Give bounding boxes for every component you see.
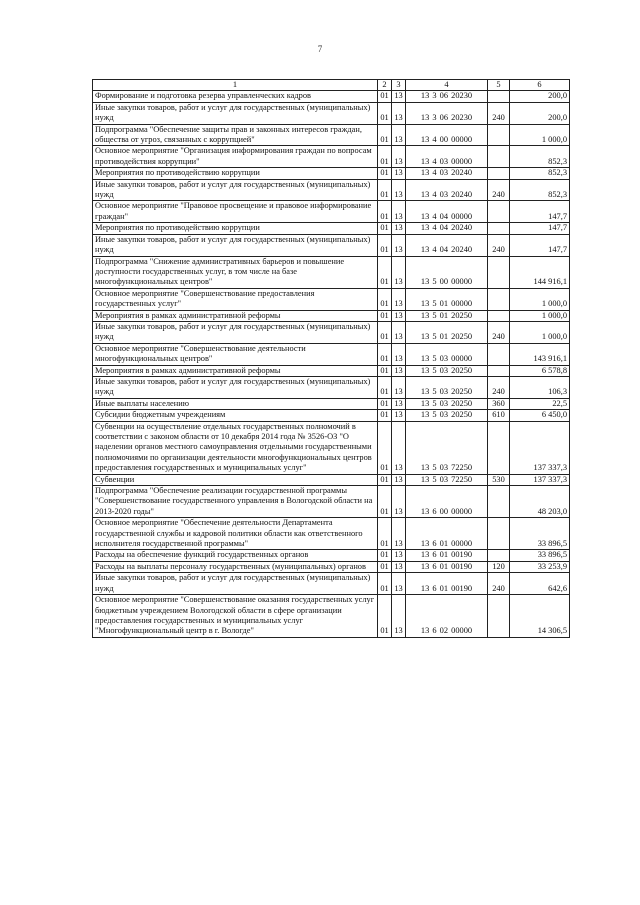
section-code: 01 xyxy=(378,421,392,474)
expense-type-code: 240 xyxy=(488,102,510,124)
table-header xyxy=(93,80,570,91)
target-article-code: 13 6 01 00190 xyxy=(406,561,488,572)
table-row xyxy=(93,201,570,223)
table-row xyxy=(93,398,570,409)
item-name: Мероприятия в рамках административной реформы xyxy=(93,310,378,321)
section-code: 01 xyxy=(378,256,392,288)
subsection-code: 13 xyxy=(392,365,406,376)
subsection-code: 13 xyxy=(392,561,406,572)
subsection-code: 13 xyxy=(392,573,406,595)
expense-type-code xyxy=(488,223,510,234)
subsection-code: 13 xyxy=(392,102,406,124)
amount: 1 000,0 xyxy=(510,321,570,343)
amount: 22,5 xyxy=(510,398,570,409)
item-name: Мероприятия по противодействию коррупции xyxy=(93,168,378,179)
amount: 33 896,5 xyxy=(510,550,570,561)
subsection-code: 13 xyxy=(392,234,406,256)
expense-type-code xyxy=(488,421,510,474)
amount: 137 337,3 xyxy=(510,474,570,485)
section-code: 01 xyxy=(378,595,392,638)
table-row xyxy=(93,421,570,474)
target-article-code: 13 6 01 00190 xyxy=(406,550,488,561)
item-name: Подпрограмма "Обеспечение защиты прав и законных интересов граждан, общества от угроз, связанных с коррупцией" xyxy=(93,124,378,146)
table-row xyxy=(93,288,570,310)
target-article-code: 13 5 03 00000 xyxy=(406,343,488,365)
target-article-code: 13 6 02 00000 xyxy=(406,595,488,638)
target-article-code: 13 5 01 20250 xyxy=(406,310,488,321)
subsection-code: 13 xyxy=(392,168,406,179)
section-code: 01 xyxy=(378,398,392,409)
item-name: Основное мероприятие "Правовое просвещение и правовое информирование граждан" xyxy=(93,201,378,223)
item-name: Расходы на обеспечение функций государственных органов xyxy=(93,550,378,561)
target-article-code: 13 6 01 00000 xyxy=(406,518,488,550)
amount: 144 916,1 xyxy=(510,256,570,288)
subsection-code: 13 xyxy=(392,321,406,343)
target-article-code: 13 4 04 20240 xyxy=(406,234,488,256)
table-body xyxy=(93,91,570,637)
subsection-code: 13 xyxy=(392,518,406,550)
amount: 200,0 xyxy=(510,102,570,124)
expense-type-code xyxy=(488,288,510,310)
section-code: 01 xyxy=(378,102,392,124)
subsection-code: 13 xyxy=(392,310,406,321)
expense-type-code xyxy=(488,550,510,561)
subsection-code: 13 xyxy=(392,146,406,168)
item-name: Подпрограмма "Обеспечение реализации государственной программы "Совершенствование государственного управления в Вологодской области на 2013-2020 годы" xyxy=(93,486,378,518)
section-code: 01 xyxy=(378,201,392,223)
item-name: Формирование и подготовка резерва управленческих кадров xyxy=(93,91,378,102)
amount: 14 306,5 xyxy=(510,595,570,638)
expense-type-code xyxy=(488,486,510,518)
target-article-code: 13 5 03 72250 xyxy=(406,474,488,485)
table-row xyxy=(93,102,570,124)
table-row xyxy=(93,410,570,421)
section-code: 01 xyxy=(378,573,392,595)
target-article-code: 13 4 04 20240 xyxy=(406,223,488,234)
item-name: Основное мероприятие "Обеспечение деятельности Департамента государственной службы и кадровой политики области как ответственного исполнителя государственной программы" xyxy=(93,518,378,550)
expense-type-code xyxy=(488,310,510,321)
subsection-code: 13 xyxy=(392,421,406,474)
amount: 33 896,5 xyxy=(510,518,570,550)
target-article-code: 13 4 03 00000 xyxy=(406,146,488,168)
subsection-code: 13 xyxy=(392,343,406,365)
section-code: 01 xyxy=(378,234,392,256)
table-row xyxy=(93,573,570,595)
section-code: 01 xyxy=(378,518,392,550)
target-article-code: 13 5 01 00000 xyxy=(406,288,488,310)
subsection-code: 13 xyxy=(392,256,406,288)
header-row xyxy=(93,80,570,91)
expense-type-code: 530 xyxy=(488,474,510,485)
item-name: Иные закупки товаров, работ и услуг для государственных (муниципальных) нужд xyxy=(93,376,378,398)
item-name: Иные закупки товаров, работ и услуг для государственных (муниципальных) нужд xyxy=(93,321,378,343)
expense-type-code xyxy=(488,201,510,223)
table-row xyxy=(93,234,570,256)
expense-type-code: 240 xyxy=(488,376,510,398)
amount: 147,7 xyxy=(510,223,570,234)
subsection-code: 13 xyxy=(392,223,406,234)
subsection-code: 13 xyxy=(392,410,406,421)
expense-type-code: 360 xyxy=(488,398,510,409)
subsection-code: 13 xyxy=(392,595,406,638)
table-row xyxy=(93,518,570,550)
section-code: 01 xyxy=(378,223,392,234)
section-code: 01 xyxy=(378,321,392,343)
subsection-code: 13 xyxy=(392,550,406,561)
item-name: Иные закупки товаров, работ и услуг для государственных (муниципальных) нужд xyxy=(93,102,378,124)
target-article-code: 13 5 03 20250 xyxy=(406,398,488,409)
subsection-code: 13 xyxy=(392,486,406,518)
page-number: 7 xyxy=(317,44,323,54)
target-article-code: 13 5 03 20250 xyxy=(406,410,488,421)
expense-type-code xyxy=(488,595,510,638)
table-row xyxy=(93,310,570,321)
item-name: Иные выплаты населению xyxy=(93,398,378,409)
target-article-code: 13 3 06 20230 xyxy=(406,91,488,102)
item-name: Иные закупки товаров, работ и услуг для государственных (муниципальных) нужд xyxy=(93,179,378,201)
target-article-code: 13 4 03 20240 xyxy=(406,168,488,179)
section-code: 01 xyxy=(378,410,392,421)
section-code: 01 xyxy=(378,179,392,201)
section-code: 01 xyxy=(378,91,392,102)
section-code: 01 xyxy=(378,310,392,321)
section-code: 01 xyxy=(378,376,392,398)
header-cell-2: 2 xyxy=(378,80,392,91)
amount: 1 000,0 xyxy=(510,310,570,321)
amount: 106,3 xyxy=(510,376,570,398)
section-code: 01 xyxy=(378,124,392,146)
table-row xyxy=(93,223,570,234)
expense-type-code: 240 xyxy=(488,234,510,256)
target-article-code: 13 4 03 20240 xyxy=(406,179,488,201)
expense-type-code xyxy=(488,91,510,102)
amount: 147,7 xyxy=(510,234,570,256)
item-name: Основное мероприятие "Совершенствование деятельности многофункциональных центров" xyxy=(93,343,378,365)
amount: 642,6 xyxy=(510,573,570,595)
amount: 33 253,9 xyxy=(510,561,570,572)
expense-type-code xyxy=(488,518,510,550)
item-name: Основное мероприятие "Совершенствование оказания государственных услуг бюджетным учреждением Вологодской области в сфере организации предоставления государственных и муниципальных услуг "Многофункциональный центр в г. Вологде" xyxy=(93,595,378,638)
section-code: 01 xyxy=(378,343,392,365)
subsection-code: 13 xyxy=(392,376,406,398)
amount: 1 000,0 xyxy=(510,288,570,310)
section-code: 01 xyxy=(378,474,392,485)
table-row xyxy=(93,474,570,485)
amount: 1 000,0 xyxy=(510,124,570,146)
subsection-code: 13 xyxy=(392,398,406,409)
target-article-code: 13 4 00 00000 xyxy=(406,124,488,146)
item-name: Основное мероприятие "Совершенствование предоставления государственных услуг" xyxy=(93,288,378,310)
amount: 852,3 xyxy=(510,179,570,201)
expense-type-code xyxy=(488,146,510,168)
table-row xyxy=(93,179,570,201)
expense-type-code xyxy=(488,256,510,288)
amount: 200,0 xyxy=(510,91,570,102)
item-name: Расходы на выплаты персоналу государственных (муниципальных) органов xyxy=(93,561,378,572)
target-article-code: 13 5 03 20250 xyxy=(406,376,488,398)
header-cell-6: 6 xyxy=(510,80,570,91)
section-code: 01 xyxy=(378,146,392,168)
expense-type-code: 610 xyxy=(488,410,510,421)
amount: 852,3 xyxy=(510,168,570,179)
header-cell-3: 3 xyxy=(392,80,406,91)
header-cell-5: 5 xyxy=(488,80,510,91)
item-name: Субвенции на осуществление отдельных государственных полномочий в соответствии с законом области от 10 декабря 2014 года № 3526-ОЗ "О наделении органов местного самоуправления отдельными государственными полномочиями по организации деятельности многофункциональных центров предоставления государственных и муниципальных услуг" xyxy=(93,421,378,474)
table-row xyxy=(93,168,570,179)
table-row xyxy=(93,561,570,572)
target-article-code: 13 5 01 20250 xyxy=(406,321,488,343)
budget-table xyxy=(92,79,570,638)
expense-type-code xyxy=(488,365,510,376)
table-row xyxy=(93,124,570,146)
target-article-code: 13 5 00 00000 xyxy=(406,256,488,288)
target-article-code: 13 3 06 20230 xyxy=(406,102,488,124)
amount: 143 916,1 xyxy=(510,343,570,365)
item-name: Субсидии бюджетным учреждениям xyxy=(93,410,378,421)
table-row xyxy=(93,146,570,168)
subsection-code: 13 xyxy=(392,91,406,102)
amount: 852,3 xyxy=(510,146,570,168)
subsection-code: 13 xyxy=(392,201,406,223)
item-name: Мероприятия по противодействию коррупции xyxy=(93,223,378,234)
target-article-code: 13 6 00 00000 xyxy=(406,486,488,518)
target-article-code: 13 5 03 72250 xyxy=(406,421,488,474)
table-row xyxy=(93,365,570,376)
table-row xyxy=(93,321,570,343)
subsection-code: 13 xyxy=(392,288,406,310)
target-article-code: 13 6 01 00190 xyxy=(406,573,488,595)
amount: 147,7 xyxy=(510,201,570,223)
expense-type-code: 240 xyxy=(488,179,510,201)
expense-type-code: 240 xyxy=(488,321,510,343)
expense-type-code: 120 xyxy=(488,561,510,572)
item-name: Подпрограмма "Снижение административных барьеров и повышение доступности государственных услуг, в том числе на базе многофункциональных центров" xyxy=(93,256,378,288)
item-name: Мероприятия в рамках административной реформы xyxy=(93,365,378,376)
subsection-code: 13 xyxy=(392,179,406,201)
expense-type-code: 240 xyxy=(488,573,510,595)
header-cell-1: 1 xyxy=(93,80,378,91)
table-row xyxy=(93,256,570,288)
table-row xyxy=(93,486,570,518)
section-code: 01 xyxy=(378,365,392,376)
item-name: Субвенции xyxy=(93,474,378,485)
amount: 6 578,8 xyxy=(510,365,570,376)
section-code: 01 xyxy=(378,288,392,310)
target-article-code: 13 4 04 00000 xyxy=(406,201,488,223)
section-code: 01 xyxy=(378,168,392,179)
table-row xyxy=(93,550,570,561)
amount: 48 203,0 xyxy=(510,486,570,518)
section-code: 01 xyxy=(378,550,392,561)
amount: 6 450,0 xyxy=(510,410,570,421)
table-row xyxy=(93,376,570,398)
item-name: Иные закупки товаров, работ и услуг для государственных (муниципальных) нужд xyxy=(93,573,378,595)
section-code: 01 xyxy=(378,561,392,572)
target-article-code: 13 5 03 20250 xyxy=(406,365,488,376)
section-code: 01 xyxy=(378,486,392,518)
table-row xyxy=(93,343,570,365)
amount: 137 337,3 xyxy=(510,421,570,474)
item-name: Иные закупки товаров, работ и услуг для государственных (муниципальных) нужд xyxy=(93,234,378,256)
expense-type-code xyxy=(488,168,510,179)
expense-type-code xyxy=(488,343,510,365)
table-row xyxy=(93,91,570,102)
table-row xyxy=(93,595,570,638)
item-name: Основное мероприятие "Организация информирования граждан по вопросам противодействия коррупции" xyxy=(93,146,378,168)
header-cell-4: 4 xyxy=(406,80,488,91)
subsection-code: 13 xyxy=(392,474,406,485)
subsection-code: 13 xyxy=(392,124,406,146)
expense-type-code xyxy=(488,124,510,146)
